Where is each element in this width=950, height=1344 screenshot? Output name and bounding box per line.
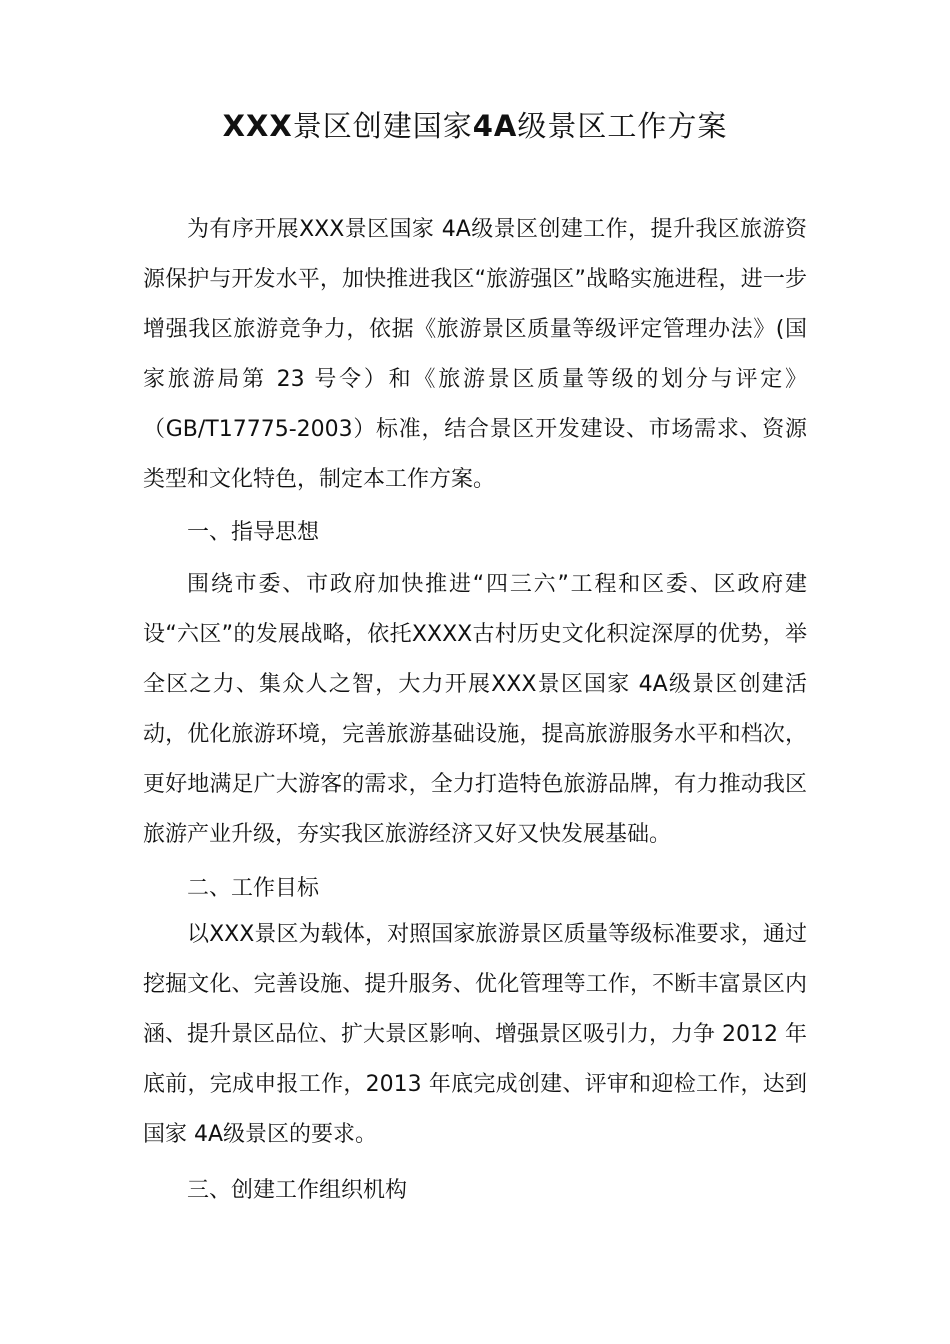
section2-heading: 二、工作目标 [187,876,320,901]
title-bold-mid: 4A [472,109,518,143]
section1-heading: 一、指导思想 [187,520,320,545]
title-part2: 级景区工作方案 [517,109,728,143]
title-part1: 景区创建国家 [292,109,473,143]
document-body [143,205,807,1216]
document-title [0,104,950,148]
section3-heading: 三、创建工作组织机构 [187,1178,408,1203]
intro-paragraph: 为有序开展XXX景区国家 4A级景区创建工作，提升我区旅游资源保护与开发水平，加快推进我区“旅游强区”战略实施进程，进一步增强我区旅游竞争力，依据《旅游景区质量等级评定管理办法》(国家旅游局第 23 号令）和《旅游景区质量等级的划分与评定》（GB/T17775-2003）标准，结合景区开发建设、市场需求、资源类型和文化特色，制定本工作方案。 [143,217,807,492]
section1-paragraph: 围绕市委、市政府加快推进“四三六”工程和区委、区政府建设“六区”的发展战略，依托XXXX古村历史文化积淀深厚的优势，举全区之力、集众人之智，大力开展XXX景区国家 4A级景区创建活动，优化旅游环境，完善旅游基础设施，提高旅游服务水平和档次，更好地满足广大游客的需求，全力打造特色旅游品牌，有力推动我区旅游产业升级，夯实我区旅游经济又好又快发展基础。 [143,572,807,847]
section2-paragraph: 以XXX景区为载体，对照国家旅游景区质量等级标准要求，通过挖掘文化、完善设施、提升服务、优化管理等工作，不断丰富景区内涵、提升景区品位、扩大景区影响、增强景区吸引力，力争 2012 年底前，完成申报工作，2013 年底完成创建、评审和迎检工作，达到国家 4A级景区的要求。 [143,922,807,1147]
title-prefix: XXX [222,109,293,143]
